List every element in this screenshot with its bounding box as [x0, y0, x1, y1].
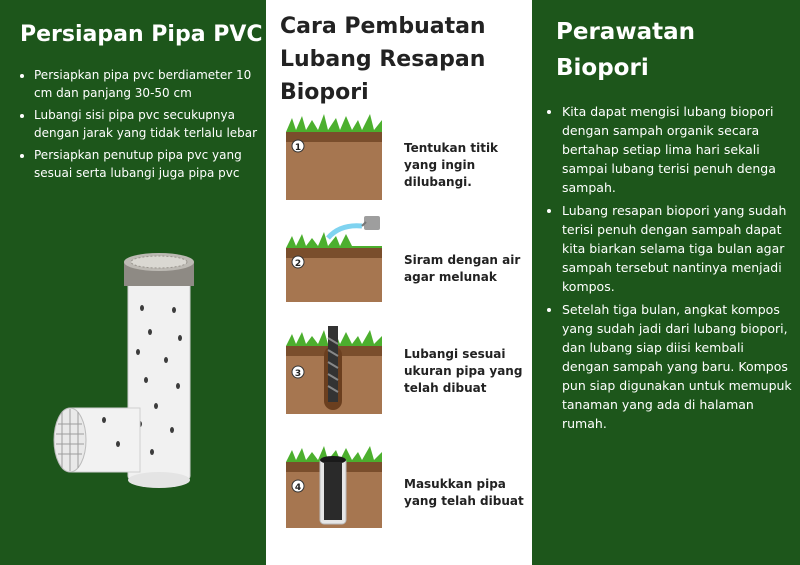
- list-item: • Persiapkan penutup pipa pvc yang sesuai serta lubangi juga pipa pvc: [34, 146, 264, 182]
- pvc-pipe-illustration: [52, 248, 252, 508]
- drilling-illustration: [284, 326, 384, 416]
- panel-persiapan: [0, 0, 266, 565]
- perawatan-list: [548, 102, 794, 437]
- pipe-insert-illustration: [284, 440, 384, 530]
- list-item: • Lubangi sisi pipa pvc secukupnya dengan jarak yang tidak terlalu lebar: [34, 106, 264, 142]
- watering-illustration: [284, 214, 384, 304]
- list-item: • Lubang resapan biopori yang sudah terisi penuh dengan sampah dapat kita biarkan selama tiga bulan agar sampah tersebut nantinya menjadi kompos.: [562, 201, 794, 296]
- step-text: Masukkan pipa yang telah dibuat: [404, 477, 524, 508]
- step-4: [284, 440, 524, 540]
- list-item: • Kita dapat mengisi lubang biopori dengan sampah organik secara bertahap setiap lima hari sekali sampai lubang terisi penuh denga sampah.: [562, 102, 794, 197]
- panel-title-cara: Cara Pembuatan Lubang Resapan Biopori: [280, 14, 486, 105]
- step-number: 4: [294, 483, 302, 493]
- panel-title-perawatan: Perawatan Biopori: [556, 19, 695, 81]
- step-1: [284, 112, 524, 212]
- soil-illustration: [284, 112, 384, 202]
- step-text: Tentukan titik yang ingin dilubangi.: [404, 141, 499, 189]
- step-text: Siram dengan air agar melunak: [404, 253, 521, 284]
- persiapan-list: [18, 66, 264, 186]
- step-number: 3: [294, 369, 302, 379]
- list-item: • Persiapkan pipa pvc berdiameter 10 cm dan panjang 30-50 cm: [34, 66, 264, 102]
- panel-title-persiapan: Persiapan Pipa PVC: [20, 22, 263, 47]
- panel-cara-pembuatan: [266, 0, 532, 565]
- step-text: Lubangi sesuai ukuran pipa yang telah dibuat: [404, 347, 523, 395]
- step-number: 1: [294, 143, 302, 153]
- list-item: • Setelah tiga bulan, angkat kompos yang sudah jadi dari lubang biopori, dan lubang siap diisi kembali dengan sampah yang baru. Kompos pun siap digunakan untuk memupuk tanaman yang ada di halaman rumah.: [562, 300, 794, 433]
- step-3: [284, 326, 524, 426]
- step-2: [284, 214, 524, 314]
- step-number: 2: [294, 259, 302, 269]
- panel-perawatan: [532, 0, 800, 565]
